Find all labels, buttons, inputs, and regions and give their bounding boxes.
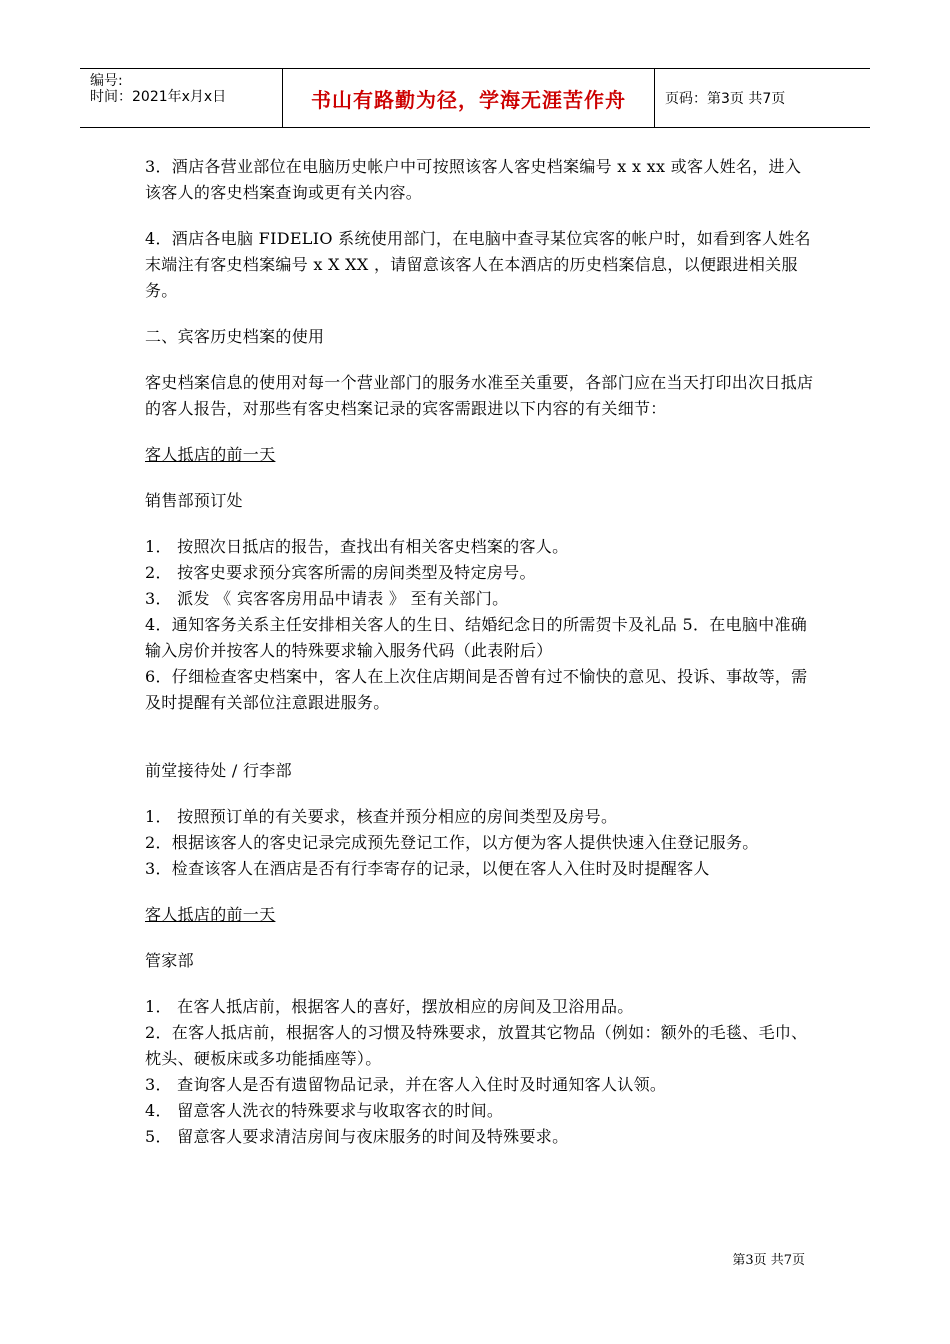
subheading-day-before-2: 客人抵店的前一天 — [145, 905, 276, 924]
list-item: 1． 按照次日抵店的报告，查找出有相关客史档案的客人。 — [145, 537, 569, 556]
list-item: 3． 派发 《 宾客客房用品中请表 》 至有关部门。 — [145, 589, 509, 608]
page-header — [80, 68, 870, 128]
dept-heading-housekeeping: 管家部 — [145, 951, 194, 970]
header-page-cell — [655, 69, 870, 127]
list-item: 2．根据该客人的客史记录完成预先登记工作，以方便为客人提供快速入住登记服务。 — [145, 833, 759, 852]
header-motto-cell — [282, 69, 655, 127]
document-body — [145, 154, 815, 1150]
section-heading-usage: 二、宾客历史档案的使用 — [145, 327, 325, 346]
housekeeping-list — [145, 994, 815, 1150]
list-item: 3．检查该客人在酒店是否有行李寄存的记录，以便在客人入住时及时提醒客人 — [145, 859, 710, 878]
paragraph-item-4: 4．酒店各电脑 FIDELIO 系统使用部门，在电脑中查寻某位宾客的帐户时，如看到客人姓名末端注有客史档案编号 x X XX ，请留意该客人在本酒店的历史档案信息，以便跟进相关服务。 — [145, 229, 811, 300]
list-item: 3． 查询客人是否有遗留物品记录，并在客人入住时及时通知客人认领。 — [145, 1075, 667, 1094]
list-item: 1． 在客人抵店前，根据客人的喜好，摆放相应的房间及卫浴用品。 — [145, 997, 634, 1016]
paragraph-usage-intro: 客史档案信息的使用对每一个营业部门的服务水准至关重要，各部门应在当天打印出次日抵店的客人报告，对那些有客史档案记录的宾客需跟进以下内容的有关细节： — [145, 373, 814, 418]
list-item: 2． 按客史要求预分宾客所需的房间类型及特定房号。 — [145, 563, 536, 582]
footer-page-info: 第3页 共7页 — [732, 1253, 805, 1268]
header-meta-cell — [80, 69, 282, 127]
header-page-info: 页码：第3页 共7页 — [665, 91, 786, 107]
subheading-day-before-1: 客人抵店的前一天 — [145, 445, 276, 464]
motto: 书山有路勤为径，学海无涯苦作舟 — [311, 87, 626, 112]
list-item: 4．通知客务关系主任安排相关客人的生日、结婚纪念日的所需贺卡及礼品 5．在电脑中准确输入房价并按客人的特殊要求输入服务代码（此表附后） — [145, 615, 808, 660]
serial-label: 编号: — [90, 73, 123, 89]
dept-heading-front-desk: 前堂接待处 / 行李部 — [145, 761, 292, 780]
time-label: 时间：2021年x月x日 — [90, 89, 227, 105]
list-item: 6．仔细检查客史档案中，客人在上次住店期间是否曾有过不愉快的意见、投诉、事故等，需及时提醒有关部位注意跟进服务。 — [145, 667, 808, 712]
dept-heading-sales: 销售部预订处 — [145, 491, 243, 510]
paragraph-item-3: 3．酒店各营业部位在电脑历史帐户中可按照该客人客史档案编号 x x xx 或客人姓名，进入该客人的客史档案查询或更有关内容。 — [145, 157, 802, 202]
list-item: 1． 按照预订单的有关要求，核查并预分相应的房间类型及房号。 — [145, 807, 618, 826]
list-item: 2．在客人抵店前，根据客人的习惯及特殊要求，放置其它物品（例如：额外的毛毯、毛巾、枕头、硬板床或多功能插座等）。 — [145, 1023, 808, 1068]
list-item: 5． 留意客人要求清洁房间与夜床服务的时间及特殊要求。 — [145, 1127, 569, 1146]
sales-list — [145, 534, 815, 716]
front-desk-list — [145, 804, 815, 882]
list-item: 4． 留意客人洗衣的特殊要求与收取客衣的时间。 — [145, 1101, 504, 1120]
